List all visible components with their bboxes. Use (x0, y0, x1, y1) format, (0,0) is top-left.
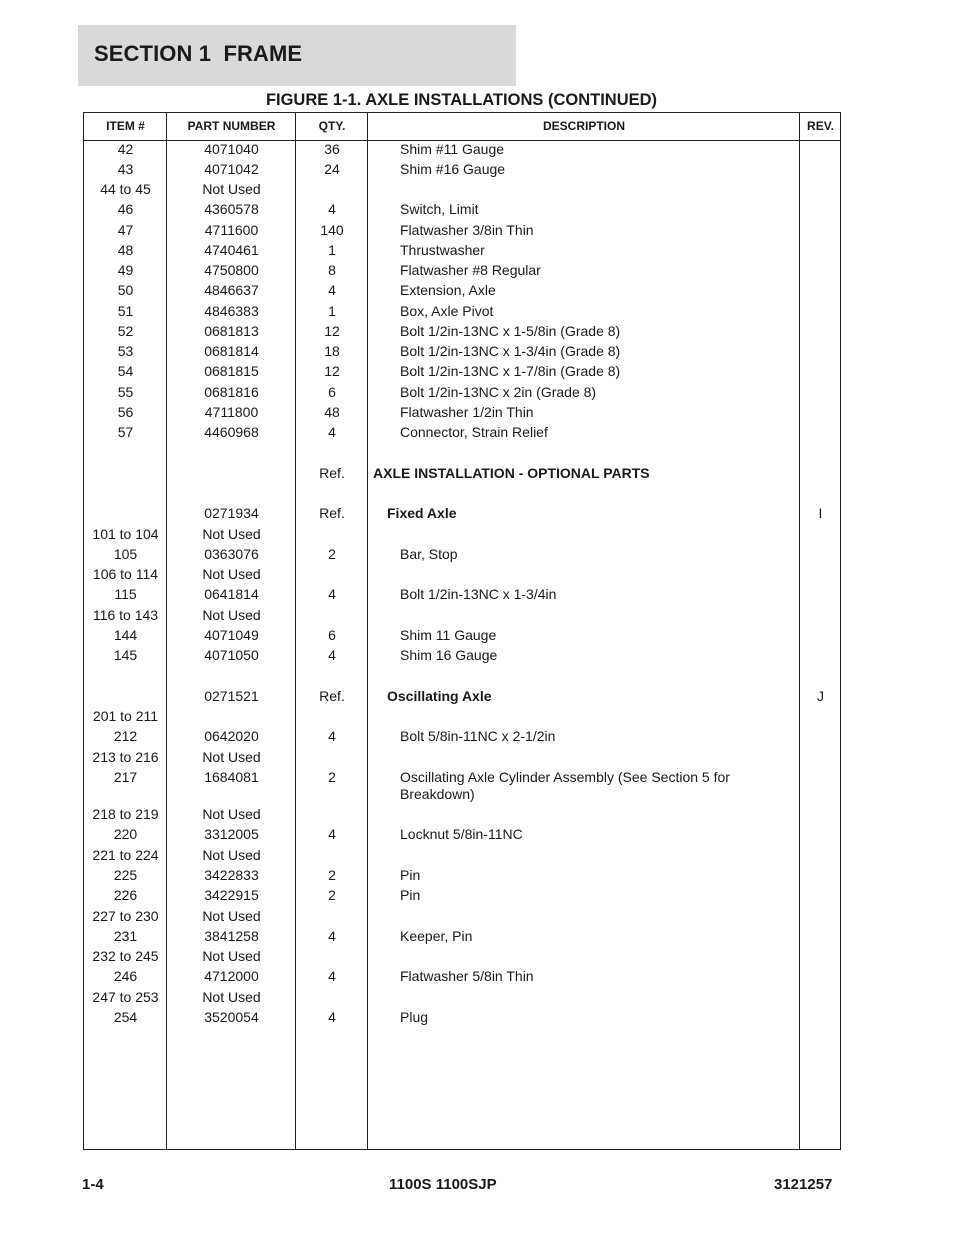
item-number-cell: 231 (113, 928, 138, 944)
part-number-cell: 4750800 (204, 262, 259, 278)
description-cell: AXLE INSTALLATION - OPTIONAL PARTS (373, 465, 650, 481)
quantity-cell: 140 (320, 222, 344, 238)
header-qty: QTY. (318, 119, 346, 133)
item-number-cell: 47 (117, 222, 134, 238)
description-cell: Thrustwasher (400, 242, 485, 258)
part-number-cell: 4846383 (204, 303, 259, 319)
part-number-cell: 3520054 (204, 1009, 259, 1025)
item-number-cell: 106 to 114 (92, 566, 159, 582)
part-number-cell: Not Used (202, 749, 261, 765)
quantity-cell: 1 (328, 303, 336, 319)
quantity-cell: 36 (324, 141, 340, 157)
quantity-cell: 12 (324, 363, 340, 379)
quantity-cell: 6 (328, 627, 336, 643)
header-rev: REV. (807, 119, 834, 133)
item-number-cell: 46 (117, 201, 134, 217)
quantity-cell: 48 (324, 404, 340, 420)
part-number-cell: 0271521 (204, 688, 259, 704)
item-number-cell: 51 (117, 303, 134, 319)
item-number-cell: 44 to 45 (100, 181, 151, 197)
part-number-cell: 3422833 (204, 867, 259, 883)
item-number-cell: 43 (117, 161, 134, 177)
item-number-cell: 54 (117, 363, 134, 379)
column-divider (799, 113, 800, 1149)
item-number-cell: 48 (117, 242, 134, 258)
item-number-cell: 201 to 211 (92, 708, 159, 724)
part-number-cell: 4071042 (204, 161, 259, 177)
revision-cell: J (817, 688, 824, 704)
item-number-cell: 144 (113, 627, 138, 643)
item-number-cell: 53 (117, 343, 134, 359)
footer-model: 1100S 1100SJP (389, 1176, 497, 1193)
description-cell: Bar, Stop (400, 546, 458, 562)
item-number-cell: 218 to 219 (92, 806, 159, 822)
part-number-cell: Not Used (202, 908, 261, 924)
description-cell: Switch, Limit (400, 201, 479, 217)
part-number-cell: Not Used (202, 181, 261, 197)
quantity-cell: 4 (328, 586, 336, 602)
part-number-cell: Not Used (202, 566, 261, 582)
description-cell: Pin (400, 867, 421, 883)
part-number-cell: Not Used (202, 989, 261, 1005)
description-cell: Bolt 1/2in-13NC x 1-5/8in (Grade 8) (400, 323, 621, 339)
quantity-cell: 4 (328, 826, 336, 842)
item-number-cell: 212 (113, 728, 138, 744)
part-number-cell: 0363076 (204, 546, 259, 562)
header-part-number: PART NUMBER (187, 119, 276, 133)
description-cell: Shim #16 Gauge (400, 161, 506, 177)
quantity-cell: Ref. (319, 688, 345, 704)
part-number-cell: Not Used (202, 847, 261, 863)
quantity-cell: 4 (328, 928, 336, 944)
figure-title: FIGURE 1-1. AXLE INSTALLATIONS (CONTINUED) (265, 91, 658, 109)
parts-table (83, 112, 841, 1150)
item-number-cell: 52 (117, 323, 134, 339)
part-number-cell: Not Used (202, 806, 261, 822)
item-number-cell: 217 (113, 769, 138, 785)
header-description: DESCRIPTION (542, 119, 625, 133)
description-cell: Box, Axle Pivot (400, 303, 494, 319)
item-number-cell: 56 (117, 404, 134, 420)
description-cell: Bolt 1/2in-13NC x 2in (Grade 8) (400, 384, 597, 400)
description-cell: Oscillating Axle (387, 688, 492, 704)
part-number-cell: 4071049 (204, 627, 259, 643)
item-number-cell: 115 (114, 586, 137, 602)
quantity-cell: 2 (328, 769, 336, 785)
part-number-cell: 0642020 (204, 728, 259, 744)
description-cell: Shim 16 Gauge (400, 647, 498, 663)
quantity-cell: 4 (328, 424, 336, 440)
item-number-cell: 50 (117, 282, 134, 298)
quantity-cell: 4 (328, 201, 336, 217)
part-number-cell: 0681816 (204, 384, 259, 400)
item-number-cell: 246 (113, 968, 138, 984)
description-cell: Flatwasher #8 Regular (400, 262, 541, 278)
header-item: ITEM # (106, 119, 145, 133)
quantity-cell: 4 (328, 728, 336, 744)
part-number-cell: 4846637 (204, 282, 259, 298)
item-number-cell: 105 (113, 546, 138, 562)
part-number-cell: 3422915 (204, 887, 259, 903)
quantity-cell: 2 (328, 546, 336, 562)
part-number-cell: 0681813 (204, 323, 259, 339)
section-title: SECTION 1 FRAME (94, 41, 303, 66)
quantity-cell: 6 (328, 384, 336, 400)
quantity-cell: 4 (328, 1009, 336, 1025)
part-number-cell: 4360578 (204, 201, 259, 217)
description-cell: Oscillating Axle Cylinder Assembly (See Section 5 for Breakdown) (400, 769, 730, 802)
item-number-cell: 221 to 224 (92, 847, 159, 863)
item-number-cell: 226 (113, 887, 138, 903)
quantity-cell: 12 (324, 323, 340, 339)
item-number-cell: 42 (117, 141, 134, 157)
description-cell: Shim 11 Gauge (400, 627, 497, 643)
quantity-cell: 4 (328, 647, 336, 663)
item-number-cell: 247 to 253 (92, 989, 159, 1005)
part-number-cell: 4071050 (204, 647, 259, 663)
item-number-cell: 145 (113, 647, 138, 663)
item-number-cell: 213 to 216 (92, 749, 159, 765)
quantity-cell: Ref. (319, 505, 345, 521)
item-number-cell: 225 (113, 867, 138, 883)
description-cell: Locknut 5/8in-11NC (400, 826, 523, 842)
description-cell: Flatwasher 5/8in Thin (400, 968, 534, 984)
quantity-cell: 4 (328, 282, 336, 298)
footer-page-number: 1-4 (82, 1176, 104, 1193)
part-number-cell: 0681815 (204, 363, 259, 379)
quantity-cell: Ref. (319, 465, 345, 481)
quantity-cell: 18 (324, 343, 340, 359)
part-number-cell: 4711600 (204, 222, 259, 238)
item-number-cell: 101 to 104 (92, 526, 159, 542)
part-number-cell: 3841258 (204, 928, 259, 944)
quantity-cell: 4 (328, 968, 336, 984)
part-number-cell: 0681814 (204, 343, 259, 359)
part-number-cell: 0271934 (204, 505, 259, 521)
revision-cell: I (818, 505, 823, 521)
description-cell: Bolt 5/8in-11NC x 2-1/2in (400, 728, 556, 744)
part-number-cell: 3312005 (204, 826, 259, 842)
description-cell: Extension, Axle (400, 282, 496, 298)
part-number-cell: Not Used (202, 607, 261, 623)
item-number-cell: 254 (113, 1009, 138, 1025)
description-cell: Pin (400, 887, 421, 903)
item-number-cell: 116 to 143 (92, 607, 159, 623)
description-cell: Connector, Strain Relief (400, 424, 548, 440)
item-number-cell: 57 (117, 424, 134, 440)
item-number-cell: 55 (117, 384, 134, 400)
quantity-cell: 2 (328, 867, 336, 883)
part-number-cell: 0641814 (204, 586, 259, 602)
description-cell: Keeper, Pin (400, 928, 473, 944)
part-number-cell: 1684081 (204, 769, 259, 785)
part-number-cell: 4460968 (204, 424, 259, 440)
item-number-cell: 220 (113, 826, 138, 842)
description-cell: Fixed Axle (387, 505, 457, 521)
item-number-cell: 232 to 245 (92, 948, 159, 964)
part-number-cell: 4071040 (204, 141, 259, 157)
part-number-cell: 4740461 (204, 242, 259, 258)
quantity-cell: 8 (328, 262, 336, 278)
quantity-cell: 2 (328, 887, 336, 903)
description-cell: Shim #11 Gauge (400, 141, 505, 157)
description-cell: Flatwasher 3/8in Thin (400, 222, 534, 238)
item-number-cell: 49 (117, 262, 134, 278)
part-number-cell: Not Used (202, 526, 261, 542)
description-cell: Bolt 1/2in-13NC x 1-3/4in (Grade 8) (400, 343, 621, 359)
description-cell: Bolt 1/2in-13NC x 1-3/4in (400, 586, 557, 602)
item-number-cell: 227 to 230 (92, 908, 159, 924)
description-cell: Bolt 1/2in-13NC x 1-7/8in (Grade 8) (400, 363, 621, 379)
description-cell: Plug (400, 1009, 429, 1025)
quantity-cell: 1 (328, 242, 336, 258)
part-number-cell: 4711800 (204, 404, 259, 420)
part-number-cell: Not Used (202, 948, 261, 964)
footer-document-number: 3121257 (774, 1176, 833, 1193)
part-number-cell: 4712000 (204, 968, 259, 984)
description-cell: Flatwasher 1/2in Thin (400, 404, 534, 420)
section-banner (78, 25, 516, 86)
quantity-cell: 24 (324, 161, 340, 177)
